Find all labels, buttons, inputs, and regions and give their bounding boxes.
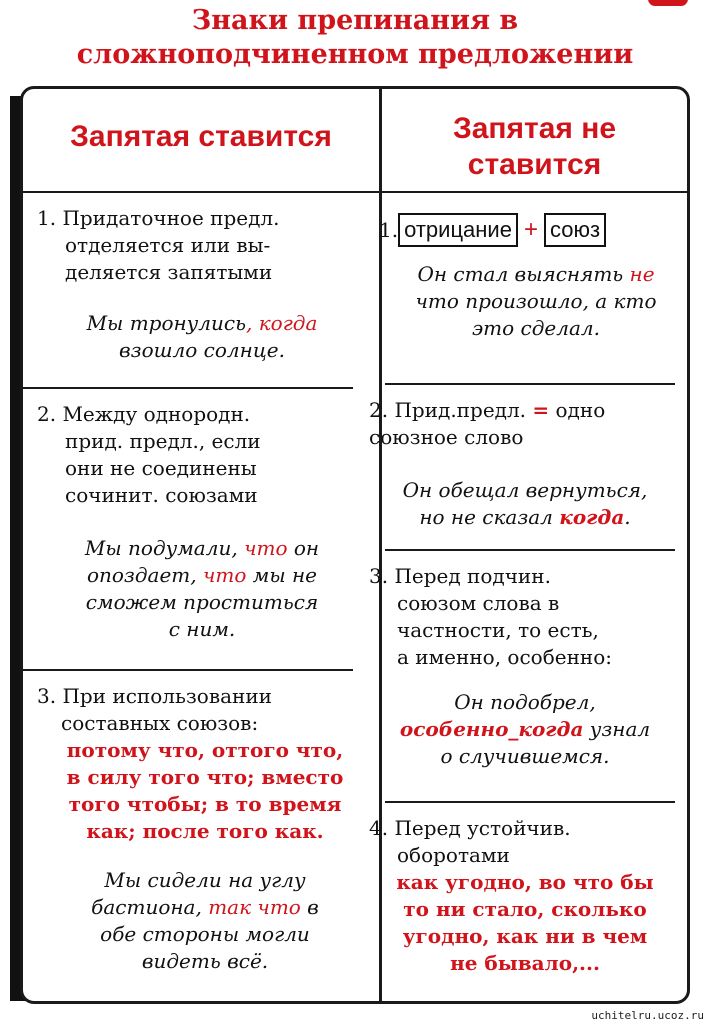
header-comma-used: Запятая ставится (70, 120, 332, 153)
idiom-line: то ни стало, сколько (403, 897, 647, 921)
right-rule-3 (369, 563, 681, 770)
conjunction-line: того чтобы; в то время (68, 792, 342, 816)
rule-text-line: деляется запятыми (65, 260, 273, 284)
example-line: обе стороны могли (100, 922, 310, 946)
rule-text-line: 4. Перед устойчив. (369, 816, 571, 840)
rule-text-line: 2. Прид.предл. = одно (369, 398, 606, 422)
left-rule-2 (37, 401, 367, 643)
example-line: опоздает, что мы не (86, 563, 318, 587)
example-line: видеть всё. (141, 949, 269, 973)
rule-text-line: союзом слова в (397, 591, 560, 615)
rule-text-line: союзное слово (369, 425, 524, 449)
rule-text-line: а именно, особенно: (397, 645, 613, 669)
example-line: взошло солнце. (119, 338, 285, 362)
right-rule-2 (369, 397, 681, 531)
example-line: с ним. (168, 617, 236, 641)
example-line: Мы тронулись, когда (86, 311, 318, 335)
rule-number: 1. (379, 218, 399, 242)
conjunction-line: как; после того как. (86, 819, 324, 843)
example-line: особенно_когда узнал (399, 717, 651, 741)
example-line: Он стал выяснять не (417, 262, 655, 286)
row-divider (23, 669, 353, 671)
rule-text-line: они не соединены (65, 456, 257, 480)
header-right-line1: Запятая не (452, 112, 617, 145)
box-conjunction: союз (544, 213, 606, 247)
formula-row (379, 213, 681, 247)
idiom-line: угодно, как ни в чем (402, 924, 648, 948)
row-divider (385, 801, 675, 803)
rule-text-line: 2. Между однородн. (37, 402, 251, 426)
conjunction-line: потому что, оттого что, (66, 738, 344, 762)
rule-text-line: частности, то есть, (397, 618, 599, 642)
example-line: Мы подумали, что он (84, 536, 320, 560)
rule-text-line: оборотами (397, 843, 510, 867)
left-rule-3 (37, 683, 373, 975)
row-divider (23, 387, 353, 389)
example-line: Мы сидели на углу (104, 868, 306, 892)
header-divider (23, 191, 687, 193)
example-line: Он обещал вернуться, (402, 478, 648, 502)
row-divider (385, 383, 675, 385)
rules-table (20, 86, 690, 1004)
page-title-line1: Знаки препинания в (191, 5, 519, 36)
source-watermark: uchitelru.ucoz.ru (591, 1009, 704, 1022)
left-rule-1 (37, 205, 367, 364)
example-line: сможем проститься (85, 590, 319, 614)
idiom-line: не бывало,... (450, 951, 600, 975)
example-line: но не сказал когда. (419, 505, 631, 529)
rule-text-line: сочинит. союзами (65, 483, 258, 507)
box-negation: отрицание (398, 213, 518, 247)
row-divider (385, 549, 675, 551)
example-line: о случившемся. (440, 744, 610, 768)
conjunction-line: в силу того что; вместо (66, 765, 344, 789)
page-title-line2: сложноподчиненном предложении (76, 39, 634, 70)
header-comma-not-used (382, 111, 687, 183)
right-rule-4 (369, 815, 681, 977)
rule-text-line: отделяется или вы- (65, 233, 271, 257)
rule-text-line: 3. При использовании (37, 684, 272, 708)
example-line: что произошло, а кто (415, 289, 657, 313)
rule-text-line: 3. Перед подчин. (369, 564, 551, 588)
rule-text-line: прид. предл., если (65, 429, 261, 453)
example-line: бастиона, так что в (91, 895, 319, 919)
plus-sign: + (523, 216, 538, 243)
rule-text-line: 1. Придаточное предл. (37, 206, 280, 230)
idiom-line: как угодно, во что бы (396, 870, 654, 894)
header-right-line2: ставится (467, 148, 602, 181)
right-rule-1 (379, 213, 681, 342)
example-line: это сделал. (471, 316, 601, 340)
example-line: Он подобрел, (454, 690, 596, 714)
rule-text-line: составных союзов: (61, 711, 259, 735)
